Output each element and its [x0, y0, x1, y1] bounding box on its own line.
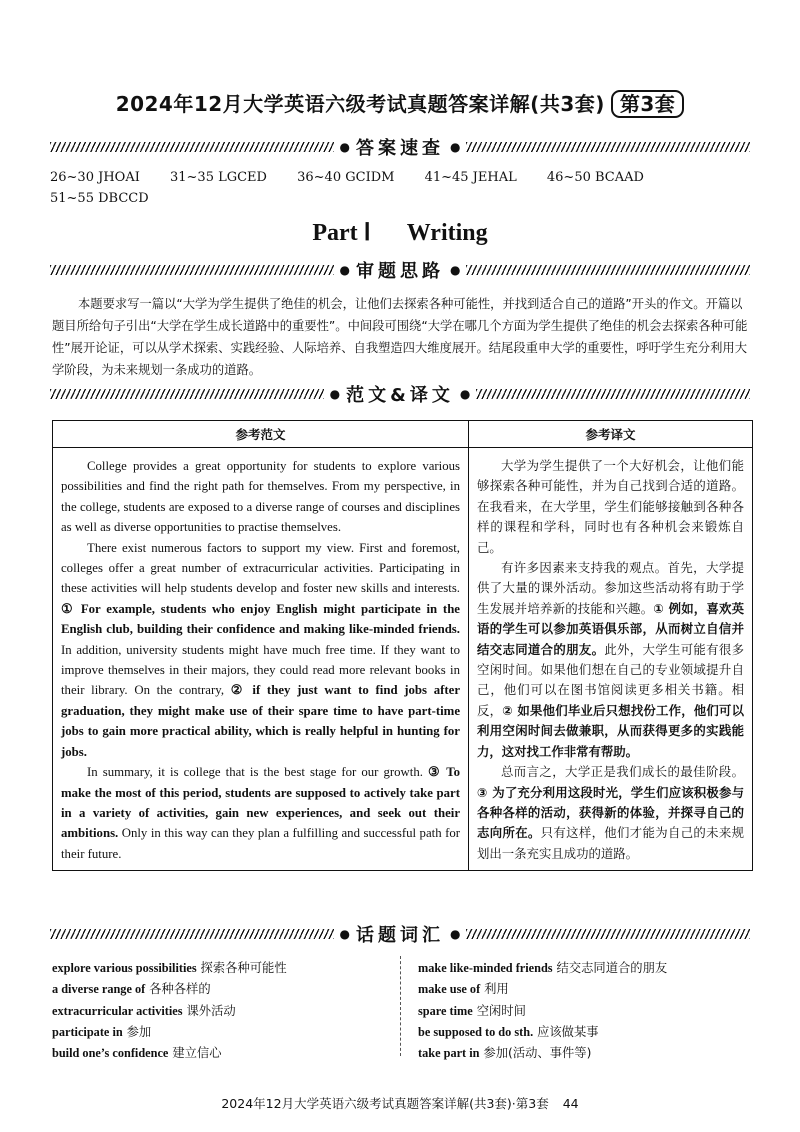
- vocab-item: [52, 979, 382, 1000]
- vocab-list-left: [52, 958, 382, 1064]
- text-span: In addition, university students might have much free time. If they want to improve themselves in their majors, they could read more relevant books in their library. On the contrary,: [61, 642, 460, 698]
- hatch-divider: [466, 929, 750, 939]
- vocab-term: spare time: [418, 1003, 473, 1018]
- part-label: Part Ⅰ: [312, 220, 371, 246]
- essay-zh-paragraph-2: [477, 558, 744, 762]
- essay-en-paragraph-1: College provides a great opportunity for students to explore various possibilities and find the right path for themselves. From my perspective, in the college, students are exposed to a diverse range of courses and disciplines as well as diverse opportunities to practise themselves.: [61, 459, 460, 535]
- vocab-meaning: 利用: [484, 982, 509, 997]
- hatch-divider: [50, 265, 334, 275]
- vocab-item: [418, 1043, 748, 1064]
- vocab-meaning: 各种各样的: [149, 982, 211, 997]
- vocab-item: [52, 1022, 382, 1043]
- text-span: 只有这样，他们才能为自己的未来规划出一条充实且成功的道路。: [477, 825, 745, 861]
- answer-key: 26~30 JHOAI: [50, 170, 140, 185]
- essay-chinese: [469, 448, 753, 871]
- text-span: 总而言之，大学正是我们成长的最佳阶段。: [501, 764, 744, 780]
- vocab-item: [418, 1001, 748, 1022]
- vocab-term: take part in: [418, 1046, 480, 1061]
- bullet-icon: ●: [459, 387, 471, 401]
- hatch-divider: [50, 929, 334, 939]
- vocab-meaning: 空闲时间: [476, 1003, 526, 1018]
- hatch-divider: [466, 265, 750, 275]
- essay-header-zh: 参考译文: [469, 421, 753, 448]
- essay-en-paragraph-3: [61, 762, 460, 864]
- highlight-sentence-3: ③ 为了充分利用这段时光，学生们应该积极参与各种各样的活动，获得新的体验，并探寻自己的志向所在。: [477, 784, 744, 841]
- section-title: 范文&译文: [346, 385, 454, 406]
- highlight-sentence-2: ② if they just want to find jobs after graduation, they might make use of their spare time to have part-time jobs to gain more practical ability, which is really helpful in hunting for jobs.: [61, 683, 461, 759]
- vocab-meaning: 课外活动: [186, 1003, 236, 1018]
- hatch-divider: [466, 142, 750, 152]
- vocab-meaning: 参加: [126, 1024, 152, 1039]
- text-span: There exist numerous factors to support my view. First and foremost, colleges offer a great number of extracurricular activities. Participating in these activities will help students develop and foster new skills and interests.: [61, 540, 460, 596]
- page-title: [0, 88, 800, 118]
- essay-zh-paragraph-1: 大学为学生提供了一个大好机会，让他们能够探索各种可能性，并为自己找到合适的道路。在我看来，在大学里，学生们能够接触到各种各样的课程和学科，同时也有各种机会来锻炼自己。: [477, 458, 744, 555]
- bullet-icon: ●: [339, 263, 350, 277]
- part-heading: [0, 218, 800, 247]
- bullet-icon: ●: [450, 263, 461, 277]
- vocab-term: participate in: [52, 1024, 123, 1039]
- essay-english: [53, 448, 469, 871]
- bullet-icon: ●: [329, 387, 341, 401]
- part-name: Writing: [406, 220, 488, 246]
- answer-key: 51~55 DBCCD: [50, 191, 149, 206]
- page-number: 44: [562, 1096, 579, 1111]
- text-span: 此外，大学生可能有很多空闲时间。如果他们想在自己的专业领域提升自己，他们可以在图书馆阅读更多相关书籍。相反，: [477, 641, 745, 718]
- title-main: 2024年12月大学英语六级考试真题答案详解(共3套): [115, 92, 605, 116]
- essay-en-paragraph-2: [61, 538, 460, 762]
- vocab-list-right: [418, 958, 748, 1064]
- hatch-divider: [476, 389, 750, 399]
- section-header-sample: [50, 381, 750, 407]
- text-span: In summary, it is college that is the best stage for our growth.: [87, 765, 429, 780]
- highlight-sentence-2: ② 如果他们毕业后只想找份工作，他们可以利用空闲时间去做兼职，从而获得更多的实践能力，这对找工作非常有帮助。: [477, 702, 744, 759]
- essay-zh-paragraph-3: [477, 762, 744, 864]
- analysis-paragraph: 本题要求写一篇以“大学为学生提供了绝佳的机会，让他们去探索各种可能性，并找到适合自己的道路”开头的作文。开篇以题目所给句子引出“大学在学生成长道路中的重要性”。中间段可围绕“大学在哪几个方面为学生提供了绝佳的机会去探索各种可能性”展开论证，可以从学术探索、实践经验、人际培养、自我塑造四大维度展开。结尾段重申大学的重要性，呼吁学生充分利用大学阶段，为未来规划一条成功的道路。: [52, 297, 748, 377]
- vocab-divider: [400, 956, 401, 1056]
- vocab-item: [418, 958, 748, 979]
- vocab-meaning: 探索各种可能性: [200, 961, 287, 975]
- essay-table: [52, 420, 753, 871]
- vocab-term: build one’s confidence: [52, 1046, 169, 1061]
- bullet-icon: ●: [339, 927, 350, 941]
- answer-keys-row-2: [50, 191, 750, 206]
- answer-key: 41~45 JEHAL: [424, 170, 517, 185]
- answer-keys-row-1: [50, 170, 750, 185]
- bullet-icon: ●: [450, 927, 461, 941]
- vocab-meaning: 参加(活动、事件等): [483, 1046, 592, 1061]
- vocab-meaning: 结交志同道合的朋友: [556, 961, 668, 975]
- highlight-sentence-1: ① 例如，喜欢英语的学生可以参加英语俱乐部，从而树立自信并结交志同道合的朋友。: [477, 600, 744, 657]
- answer-key: 46~50 BCAAD: [546, 170, 644, 185]
- section-header-answers: [50, 134, 750, 160]
- vocab-term: make use of: [418, 982, 481, 997]
- essay-header-en: 参考范文: [53, 421, 469, 448]
- vocab-item: [418, 1022, 748, 1043]
- vocab-meaning: 建立信心: [172, 1046, 222, 1061]
- set-tag: 第3套: [611, 90, 684, 118]
- bullet-icon: ●: [339, 140, 350, 154]
- section-title: 审题思路: [356, 261, 444, 282]
- vocab-item: [52, 1001, 382, 1022]
- hatch-divider: [50, 389, 324, 399]
- section-header-analysis: [50, 257, 750, 283]
- section-title: 话题词汇: [356, 925, 444, 946]
- highlight-sentence-3: ③ To make the most of this period, students are supposed to actively take part in a variety of activities, gain new experiences, and seek out their ambitions.: [61, 765, 460, 841]
- vocab-meaning: 应该做某事: [537, 1024, 599, 1039]
- vocab-item: [52, 958, 382, 979]
- page-footer: [0, 1094, 800, 1112]
- hatch-divider: [50, 142, 334, 152]
- vocab-term: make like-minded friends: [418, 961, 553, 975]
- answer-key: 36~40 GCIDM: [297, 170, 395, 185]
- section-title: 答案速查: [356, 138, 444, 159]
- vocab-term: a diverse range of: [52, 982, 146, 997]
- bullet-icon: ●: [450, 140, 461, 154]
- vocab-term: be supposed to do sth.: [418, 1024, 534, 1039]
- footer-text: 2024年12月大学英语六级考试真题答案详解(共3套)·第3套: [221, 1096, 549, 1111]
- answer-key: 31~35 LGCED: [169, 170, 267, 185]
- vocab-item: [418, 979, 748, 1000]
- text-span: Only in this way can they plan a fulfilling and successful path for their future.: [61, 826, 460, 861]
- section-header-vocab: [50, 921, 750, 947]
- vocab-term: explore various possibilities: [52, 961, 197, 975]
- vocab-term: extracurricular activities: [52, 1003, 183, 1018]
- highlight-sentence-1: ① For example, students who enjoy English might participate in the English club, building their confidence and making like-minded friends.: [61, 601, 460, 637]
- text-span: 有许多因素来支持我的观点。首先，大学提供了大量的课外活动。参加这些活动将有助于学生发展并培养新的技能和兴趣。: [477, 560, 744, 616]
- vocab-item: [52, 1043, 382, 1064]
